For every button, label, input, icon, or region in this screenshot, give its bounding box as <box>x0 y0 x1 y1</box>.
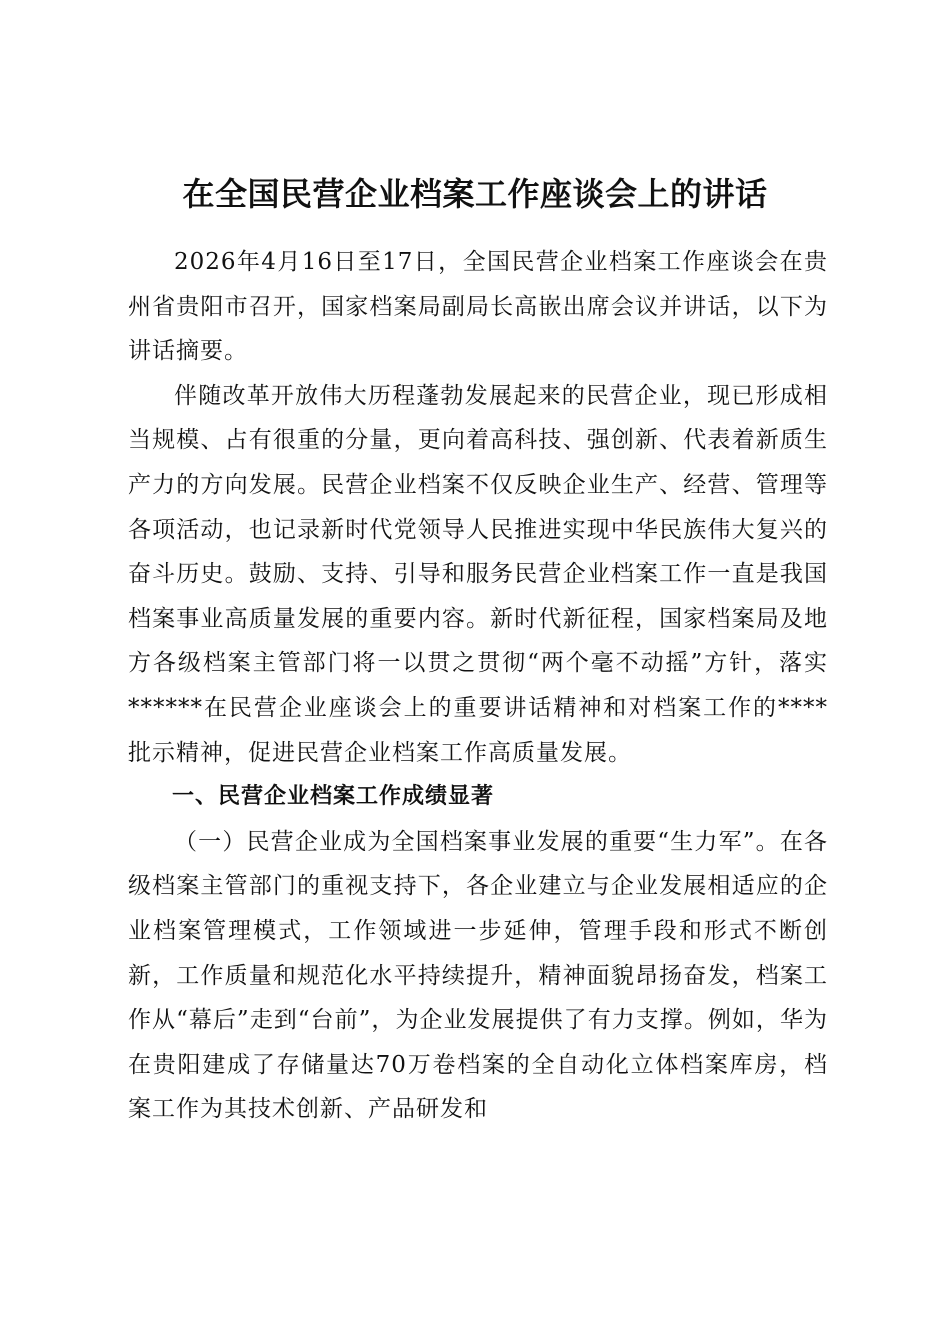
document-title: 在全国民营企业档案工作座谈会上的讲话 <box>182 175 768 213</box>
intro-paragraph: 2026年4月16日至17日，全国民营企业档案工作座谈会在贵州省贵阳市召开，国家档案局副局长高嵌出席会议并讲话，以下为讲话摘要。 <box>128 249 828 365</box>
document-body <box>128 240 828 1132</box>
section-heading: 一、民营企业档案工作成绩显著 <box>172 784 495 810</box>
section-paragraph: （一）民营企业成为全国档案事业发展的重要“生力军”。在各级档案主管部门的重视支持下，各企业建立与企业发展相适应的企业档案管理模式，工作领域进一步延伸，管理手段和形式不断创新，工作质量和规范化水平持续提升，精神面貌昂扬奋发，档案工作从“幕后”走到“台前”，为企业发展提供了有力支撑。例如，华为在贵阳建成了存储量达70万卷档案的全自动化立体档案库房，档案工作为其技术创新、产品研发和 <box>128 828 828 1123</box>
background-paragraph: 伴随改革开放伟大历程蓬勃发展起来的民营企业，现已形成相当规模、占有很重的分量，更向着高科技、强创新、代表着新质生产力的方向发展。民营企业档案不仅反映企业生产、经营、管理等各项活动，也记录新时代党领导人民推进实现中华民族伟大复兴的奋斗历史。鼓励、支持、引导和服务民营企业档案工作一直是我国档案事业高质量发展的重要内容。新时代新征程，国家档案局及地方各级档案主管部门将一以贯之贯彻“两个毫不动摇”方针，落实******在民营企业座谈会上的重要讲话精神和对档案工作的****批示精神，促进民营企业档案工作高质量发展。 <box>128 382 828 766</box>
